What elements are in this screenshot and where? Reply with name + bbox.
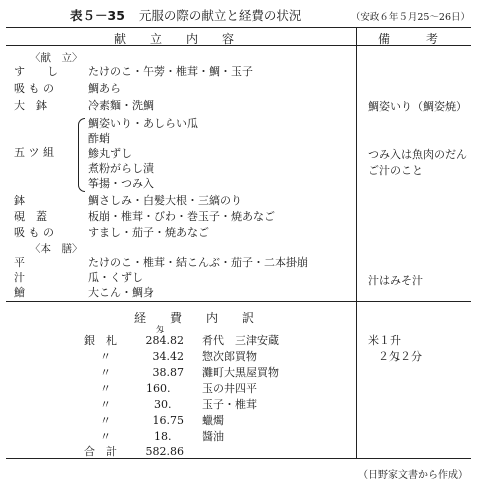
menu-content: たけのこ・午蒡・椎茸・鯛・玉子 xyxy=(88,65,253,78)
expense-amount: 30. xyxy=(154,398,172,411)
menu-content: すまし・茄子・焼あなご xyxy=(88,226,209,239)
expense-payee: 惣次郎買物 xyxy=(202,350,257,363)
expense-heading: 経 費 内 訳 xyxy=(134,311,255,325)
expense-payee: 肴代 三津安蔵 xyxy=(202,334,279,347)
menu-label: 平 xyxy=(14,256,25,269)
menu-content: たけのこ・椎茸・結こんぶ・茄子・二本掛崩 xyxy=(88,256,308,269)
expense-amount: 18. xyxy=(154,430,172,443)
table-number: 表５－35 xyxy=(70,8,125,23)
gozumi-item: 筝揚・つみ入 xyxy=(88,177,154,190)
menu-content: 冷素麵・洗鯛 xyxy=(88,99,154,112)
expense-payee: 玉子・椎茸 xyxy=(202,398,257,411)
expense-amount: 160. xyxy=(146,382,171,395)
menu-label: す し xyxy=(14,65,58,78)
table-title xyxy=(70,6,301,24)
gozumi-item: 鯵丸ずし xyxy=(88,147,132,160)
expense-amount: 16.75 xyxy=(152,414,184,427)
menu-label-gozumi: 五 ツ 組 xyxy=(14,146,54,159)
note-sugata: 鯛姿いり（鯛姿焼） xyxy=(368,100,467,113)
date-range: （安政６年５月25～26日） xyxy=(350,12,470,23)
cost-note-rice: 米１升 xyxy=(368,334,401,347)
expense-label: 〃 xyxy=(100,430,111,443)
gozumi-item: 鯛姿いり・あしらい瓜 xyxy=(88,117,198,130)
menu-label: 鉢 xyxy=(14,194,25,207)
menu-content: 板崩・椎茸・びわ・巻玉子・焼あなご xyxy=(88,210,275,223)
section-divider xyxy=(6,301,471,302)
menu-label: 鱠 xyxy=(14,286,25,299)
expense-label: 銀 札 xyxy=(84,334,117,347)
expense-label: 〃 xyxy=(100,366,111,379)
expense-total-label: 合 計 xyxy=(84,445,117,458)
menu-label: 大 鉢 xyxy=(14,99,47,112)
expense-label: 〃 xyxy=(100,398,111,411)
note-shiru: 汁はみそ汁 xyxy=(368,274,423,287)
expense-label: 〃 xyxy=(100,350,111,363)
menu-label: 吸 も の xyxy=(14,82,54,95)
expense-amount: 34.42 xyxy=(152,350,184,363)
menu-content: 鯛あら xyxy=(88,82,121,95)
menu-label: 吸 も の xyxy=(14,226,54,239)
expense-amount: 38.87 xyxy=(152,366,184,379)
expense-amount: 284.82 xyxy=(145,334,184,347)
brace-bracket xyxy=(78,118,85,192)
menu-content: 大こん・鯛身 xyxy=(88,286,154,299)
gozumi-item: 酢蛸 xyxy=(88,132,110,145)
expense-payee: 灘町大黒屋買物 xyxy=(202,366,279,379)
menu-expense-table xyxy=(6,27,471,459)
menu-content: 鯛さしみ・白髪大根・三縞のり xyxy=(88,194,242,207)
expense-label: 〃 xyxy=(100,382,111,395)
section-label-kondate: 〈献 立〉 xyxy=(30,52,83,64)
gozumi-item: 煮粉がらし漬 xyxy=(88,162,154,175)
menu-label: 汁 xyxy=(14,271,25,284)
source-note: （日野家文書から作成） xyxy=(358,470,468,481)
unit-label: 匁 xyxy=(156,325,164,334)
section-label-honzen: 〈本 膳〉 xyxy=(30,243,83,255)
expense-payee: 蠟燭 xyxy=(202,414,224,427)
menu-header: 献 立 内 容 xyxy=(114,32,235,46)
note-tsumire-1: つみ入は魚肉のだん xyxy=(368,148,467,161)
column-divider xyxy=(356,28,357,458)
expense-payee: 玉の井四平 xyxy=(202,382,257,395)
expense-label: 〃 xyxy=(100,414,111,427)
menu-content: 瓜・くずし xyxy=(88,271,143,284)
note-tsumire-2: ご汁のこと xyxy=(368,164,423,177)
notes-header: 備 考 xyxy=(378,32,439,46)
expense-total-amount: 582.86 xyxy=(145,445,184,458)
table-caption: 元服の際の献立と経費の状況 xyxy=(138,8,302,23)
menu-label: 硯 蓋 xyxy=(14,210,47,223)
cost-note-price: ２匁２分 xyxy=(378,350,422,363)
expense-payee: 醬油 xyxy=(202,430,224,443)
